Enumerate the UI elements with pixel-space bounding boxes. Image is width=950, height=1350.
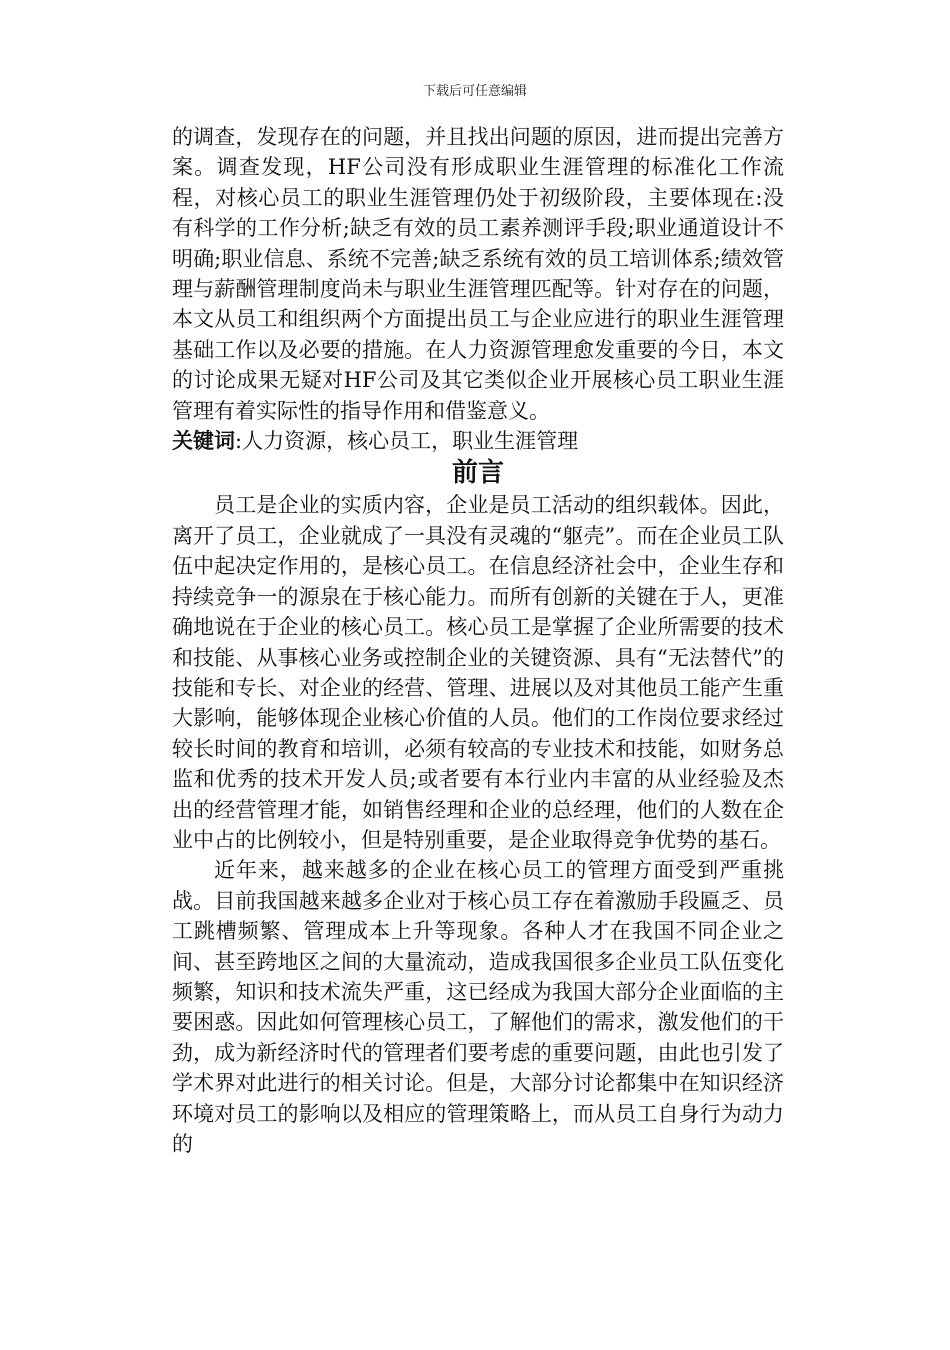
body-paragraph-1: 员工是企业的实质内容，企业是员工活动的组织载体。因此，离开了员工，企业就成了一具没有灵魂的“躯壳”。而在企业员工队伍中起决定作用的，是核心员工。在信息经济社会中，企业生存和持续竞争一的源泉在于核心能力。而所有创新的关键在于人，更准确地说在于企业的核心员工。核心员工是掌握了企业所需要的技术和技能、从事核心业务或控制企业的关键资源、具有“无法替代”的技能和专长、对企业的经营、管理、进展以及对其他员工能产生重大影响，能够体现企业核心价值的人员。他们的工作岗位要求经过较长时间的教育和培训，必须有较高的专业技术和技能，如财务总监和优秀的技术开发人员;或者要有本行业内丰富的从业经验及杰出的经营管理才能，如销售经理和企业的总经理，他们的人数在企业中占的比例较小，但是特别重要，是企业取得竞争优势的基石。 [172,493,784,852]
keywords-label: 关键词 [172,428,235,454]
document-body [172,122,784,1159]
keywords-line [172,426,784,456]
section-title: 前言 [451,458,504,489]
keywords-text: :人力资源，核心员工，职业生涯管理 [235,429,579,454]
header-note: 下载后可任意编辑 [422,84,527,99]
body-paragraph-2: 近年来，越来越多的企业在核心员工的管理方面受到严重挑战。目前我国越来越多企业对于核心员工存在着激励手段匾乏、员工跳槽频繁、管理成本上升等现象。各种人才在我国不同企业之间、甚至跨地区之间的大量流动，造成我国很多企业员工队伍变化频繁，知识和技术流失严重，这已经成为我国大部分企业面临的主要困惑。因此如何管理核心员工，了解他们的需求，激发他们的干劲，成为新经济时代的管理者们要考虑的重要问题，由此也引发了学术界对此进行的相关讨论。但是，大部分讨论都集中在知识经济环境对员工的影响以及相应的管理策略上，而从员工自身行为动力的 [172,858,784,1156]
abstract-paragraph: 的调查，发现存在的问题，并且找出问题的原因，进而提出完善方案。调查发现，HF公司没有形成职业生涯管理的标准化工作流程，对核心员工的职业生涯管理仍处于初级阶段，主要体现在:没有科学的工作分析;缺乏有效的员工素养测评手段;职业通道设计不明确;职业信息、系统不完善;缺乏系统有效的员工培训体系;绩效管理与薪酬管理制度尚未与职业生涯管理匹配等。针对存在的问题，本文从员工和组织两个方面提出员工与企业应进行的职业生涯管理基础工作以及必要的措施。在人力资源管理愈发重要的今日，本文的讨论成果无疑对HF公司及其它类似企业开展核心员工职业生涯管理有着实际性的指导作用和借鉴意义。 [172,125,784,423]
